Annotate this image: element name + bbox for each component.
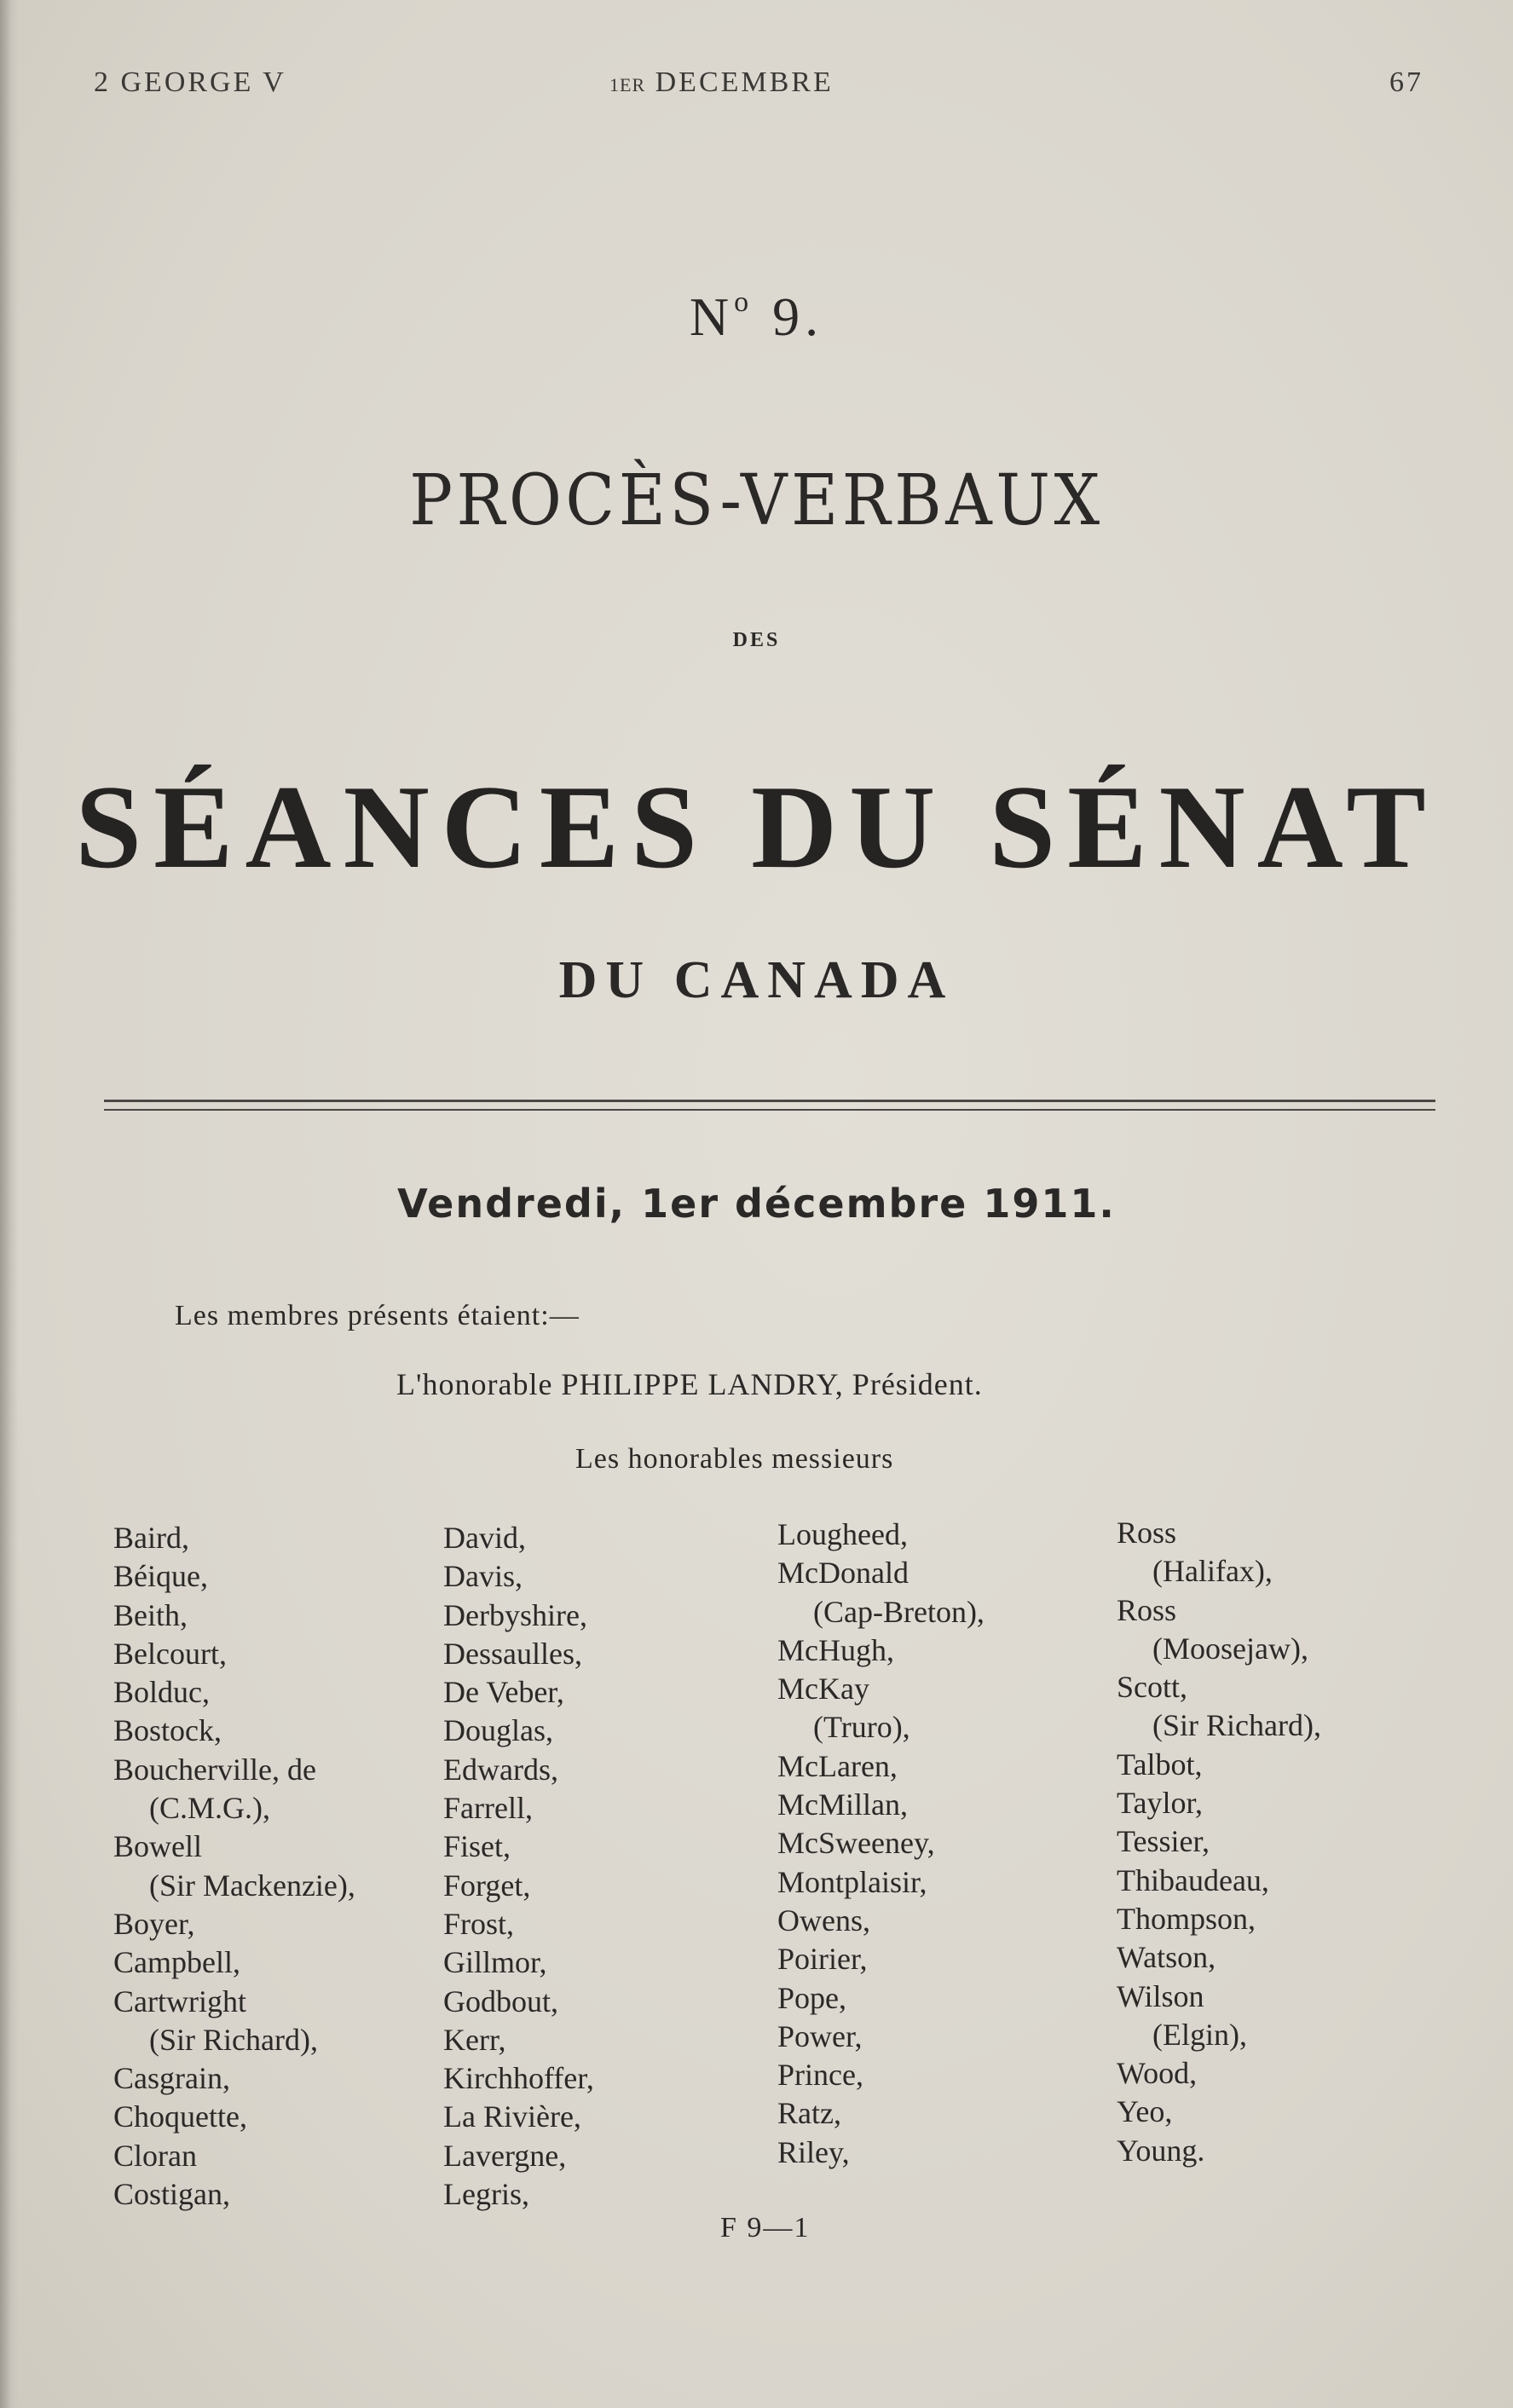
member-name: Talbot, xyxy=(1117,1747,1203,1781)
members-column-3 xyxy=(777,1516,985,2172)
member-name: Owens, xyxy=(777,1903,870,1937)
member-name: Dessaulles, xyxy=(443,1636,582,1671)
divider-rule-bottom xyxy=(104,1109,1435,1111)
session-date: Vendredi, 1er décembre 1911. xyxy=(397,1181,1116,1227)
member-name: La Rivière, xyxy=(443,2099,581,2134)
member-name: Power, xyxy=(777,2018,863,2053)
member-name: Pope, xyxy=(777,1980,846,2015)
member-name: McKay xyxy=(777,1672,869,1706)
member-name: (Moosejaw), xyxy=(1152,1631,1308,1666)
honorables-heading: Les honorables messieurs xyxy=(575,1443,894,1475)
issue-number-prefix: N xyxy=(689,286,735,347)
header-left: 2 GEORGE V xyxy=(94,66,286,98)
member-name: Wood, xyxy=(1117,2056,1198,2091)
member-name: Montplaisir, xyxy=(777,1864,927,1899)
member-name: Prince, xyxy=(777,2058,863,2093)
member-name: (Sir Mackenzie), xyxy=(149,1868,355,1903)
title-seances-du-senat: SÉANCES DU SÉNAT xyxy=(75,761,1438,893)
member-name: Frost, xyxy=(443,1906,515,1941)
member-name: Farrell, xyxy=(443,1791,533,1826)
member-name: Campbell, xyxy=(113,1945,240,1980)
member-name: Costigan, xyxy=(113,2177,231,2212)
member-name: Boucherville, de xyxy=(113,1752,316,1787)
member-name: Cloran xyxy=(113,2138,197,2173)
member-name: Beith, xyxy=(113,1597,188,1632)
members-column-4 xyxy=(1117,1514,1321,2170)
member-name: Wilson xyxy=(1117,1978,1204,2013)
member-name: Poirier, xyxy=(777,1942,868,1977)
member-name: Bolduc, xyxy=(113,1675,210,1710)
header-center-small: 1ER xyxy=(609,74,646,95)
member-name: Boyer, xyxy=(113,1906,195,1941)
member-name: (Truro), xyxy=(813,1710,910,1745)
member-name: Bowell xyxy=(113,1829,202,1864)
page-number: 67 xyxy=(1389,66,1423,98)
member-name: Ross xyxy=(1117,1516,1177,1550)
member-name: De Veber, xyxy=(443,1675,564,1710)
member-name: Béique, xyxy=(113,1559,208,1594)
title-proces-verbaux: PROCÈS-VERBAUX xyxy=(409,460,1104,541)
member-name: Riley, xyxy=(777,2134,850,2169)
member-name: Godbout, xyxy=(443,1984,558,2018)
member-name: McLaren, xyxy=(777,1748,898,1783)
member-name: Lavergne, xyxy=(443,2138,567,2173)
members-column-1 xyxy=(113,1519,355,2214)
member-name: McSweeney, xyxy=(777,1826,935,1861)
member-name: Legris, xyxy=(443,2177,529,2212)
member-name: Casgrain, xyxy=(113,2061,230,2096)
title-des: DES xyxy=(732,629,781,651)
header-center-month: DECEMBRE xyxy=(655,66,834,98)
member-name: (C.M.G.), xyxy=(149,1791,270,1826)
member-name: Yeo, xyxy=(1117,2094,1173,2129)
divider-rule-top xyxy=(104,1100,1435,1102)
header-center xyxy=(609,66,834,99)
member-name: Watson, xyxy=(1117,1940,1216,1975)
issue-number xyxy=(0,286,1513,349)
member-name: Ross xyxy=(1117,1592,1177,1627)
member-name: Kirchhoffer, xyxy=(443,2061,594,2096)
member-name: Belcourt, xyxy=(113,1636,227,1671)
member-name: (Cap-Breton), xyxy=(813,1594,985,1629)
member-name: Kerr, xyxy=(443,2022,506,2057)
signature-mark: F 9—1 xyxy=(720,2212,811,2243)
member-name: Scott, xyxy=(1117,1670,1188,1705)
issue-number-sup: o xyxy=(734,286,754,318)
member-name: Forget, xyxy=(443,1868,531,1903)
members-intro: Les membres présents étaient:— xyxy=(175,1300,580,1331)
member-name: Gillmor, xyxy=(443,1945,547,1980)
member-name: Cartwright xyxy=(113,1984,246,2018)
member-name: Edwards, xyxy=(443,1752,558,1787)
member-name: Taylor, xyxy=(1117,1786,1204,1821)
member-name: McMillan, xyxy=(777,1787,908,1822)
running-header xyxy=(94,66,1423,109)
member-name: McHugh, xyxy=(777,1632,894,1667)
member-name: Young. xyxy=(1117,2133,1205,2168)
member-name: Thompson, xyxy=(1117,1901,1256,1936)
member-name: Ratz, xyxy=(777,2096,841,2131)
member-name: David, xyxy=(443,1521,526,1555)
member-name: Tessier, xyxy=(1117,1824,1210,1859)
member-name: (Sir Richard), xyxy=(1152,1708,1321,1743)
member-name: Lougheed, xyxy=(777,1517,908,1551)
member-name: (Halifax), xyxy=(1152,1554,1273,1589)
member-name: Bostock, xyxy=(113,1713,222,1748)
member-name: Baird, xyxy=(113,1521,189,1555)
member-name: (Elgin), xyxy=(1152,2017,1247,2052)
member-name: McDonald xyxy=(777,1556,909,1591)
member-name: Douglas, xyxy=(443,1713,553,1748)
member-name: Derbyshire, xyxy=(443,1597,587,1632)
members-column-2 xyxy=(443,1519,594,2214)
member-name: Davis, xyxy=(443,1559,523,1594)
member-name: Choquette, xyxy=(113,2099,247,2134)
member-name: Fiset, xyxy=(443,1829,511,1864)
issue-number-value: 9. xyxy=(772,286,824,347)
member-name: Thibaudeau, xyxy=(1117,1862,1269,1897)
member-name: (Sir Richard), xyxy=(149,2022,318,2057)
title-du-canada: DU CANADA xyxy=(558,951,955,1009)
president-line: L'honorable PHILIPPE LANDRY, Président. xyxy=(396,1367,983,1401)
